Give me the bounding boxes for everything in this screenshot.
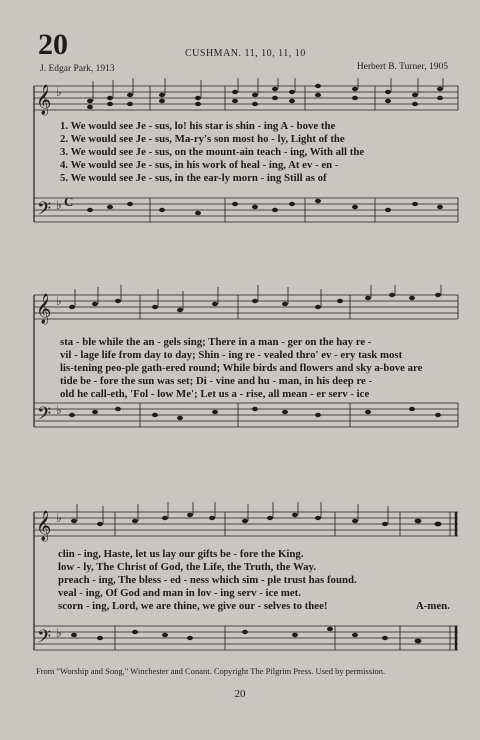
- svg-text:C: C: [64, 194, 74, 209]
- verse-5-line: 5. We would see Je - sus, in the ear-ly morn - ing Still as of: [60, 172, 327, 184]
- verse-2-line: low - ly, The Christ of God, the Life, the Truth, the Way.: [58, 561, 317, 573]
- svg-text:♭: ♭: [56, 85, 62, 99]
- verse-2-line: vil - lage life from day to day; Shin - ing re - vealed thro' ev - ery task most: [60, 349, 403, 361]
- svg-text:♭: ♭: [56, 626, 62, 640]
- svg-text:♭: ♭: [56, 403, 62, 417]
- verse-4-line: 4. We would see Je - sus, in his work of heal - ing, At ev - en -: [60, 159, 339, 171]
- verse-3-line: preach - ing, The bless - ed - ness which sim - ple trust has found.: [58, 574, 357, 586]
- svg-text:𝄞: 𝄞: [36, 294, 52, 323]
- system-1-music: [0, 78, 480, 238]
- verse-4-line: tide be - fore the sun was set; Di - vine and hu - man, in his deep re -: [60, 375, 373, 387]
- svg-text:♭: ♭: [56, 198, 62, 212]
- verse-5-line: old he call-eth, 'Fol - low Me'; Let us a - rise, all mean - er serv - ice: [60, 388, 370, 400]
- amen-label: A-men.: [416, 600, 450, 612]
- verse-2-line: 2. We would see Je - sus, Ma-ry's son most ho - ly, Light of the: [60, 133, 345, 145]
- verse-3-line: 3. We would see Je - sus, on the mount-ain teach - ing, With all the: [60, 146, 365, 158]
- verse-4-line: veal - ing, Of God and man in lov - ing serv - ice met.: [58, 587, 301, 599]
- verse-1-line: sta - ble while the an - gels sing; There in a man - ger on the hay re -: [60, 336, 372, 348]
- verse-1-line: clin - ing, Haste, let us lay our gifts be - fore the King.: [58, 548, 304, 560]
- tune-name: CUSHMAN. 11, 10, 11, 10: [185, 48, 306, 59]
- composer-credit: J. Edgar Park, 1913: [40, 64, 115, 74]
- svg-text:𝄢: 𝄢: [37, 198, 52, 223]
- hymn-number: 20: [38, 28, 68, 61]
- svg-text:♭: ♭: [56, 511, 62, 525]
- svg-text:♭: ♭: [56, 294, 62, 308]
- page-number: 20: [234, 688, 246, 700]
- svg-text:𝄢: 𝄢: [37, 626, 52, 651]
- svg-text:𝄞: 𝄞: [36, 85, 52, 114]
- svg-text:𝄢: 𝄢: [37, 403, 52, 428]
- verse-3-line: lis-tening peo-ple gath-ered round; While birds and flowers and sky a-bove are: [60, 362, 423, 374]
- svg-text:𝄞: 𝄞: [36, 511, 52, 540]
- author-credit: Herbert B. Turner, 1905: [356, 62, 448, 72]
- copyright-footer: From "Worship and Song," Winchester and Conant. Copyright The Pilgrim Press. Used by permission.: [36, 666, 386, 676]
- verse-5-line: scorn - ing, Lord, we are thine, we give our - selves to thee!: [58, 600, 328, 612]
- verse-1-line: 1. We would see Je - sus, lo! his star is shin - ing A - bove the: [60, 120, 336, 132]
